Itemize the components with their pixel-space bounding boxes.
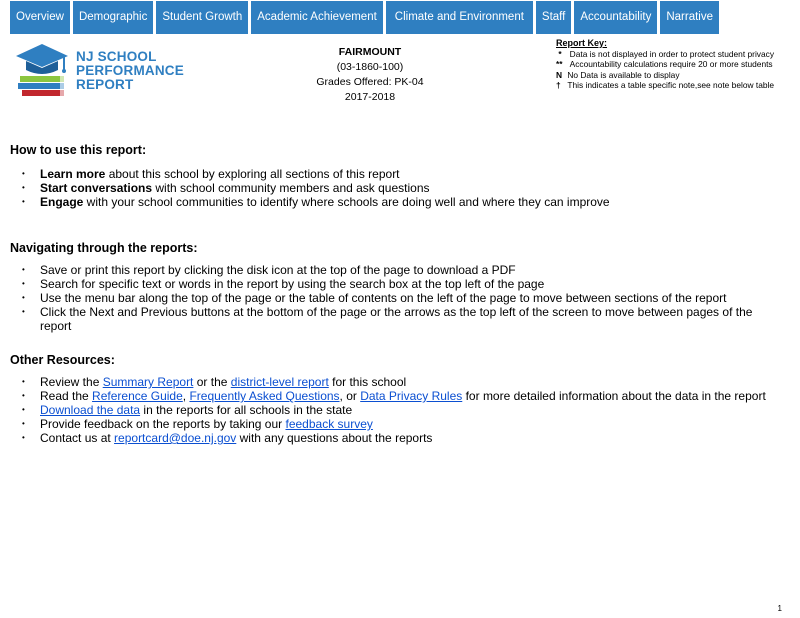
list-item: • Use the menu bar along the top of the page or the table of contents on the left of the page to move between sections of the report (22, 291, 774, 305)
school-name: FAIRMOUNT (338, 46, 402, 58)
list-item: • Engage with your school communities to identify where schools are doing well and where they can improve (22, 195, 782, 209)
nj-school-performance-logo (14, 40, 194, 100)
faq-link[interactable]: Frequently Asked Questions (189, 389, 340, 403)
feedback-survey-link[interactable]: feedback survey (285, 417, 373, 431)
tab-academic-achievement[interactable]: Academic Achievement (251, 1, 383, 34)
report-key-item: * Data is not displayed in order to protect student privacy (558, 48, 775, 59)
data-privacy-rules-link[interactable]: Data Privacy Rules (360, 389, 463, 403)
list-item: • Learn more about this school by exploring all sections of this report (22, 167, 782, 181)
tab-staff[interactable]: Staff (536, 1, 571, 34)
list-item: • Read the Reference Guide, Frequently Asked Questions, or Data Privacy Rules for more detailed information about the data in the report (22, 389, 792, 403)
graduation-cap-books-icon (14, 40, 74, 100)
how-to-use-list (22, 167, 782, 209)
list-item: • Review the Summary Report or the district-level report for this school (22, 375, 792, 389)
report-key-item: † This indicates a table specific note,see note below table (556, 80, 775, 91)
list-item: • Search for specific text or words in the report by using the search box at the top left of the page (22, 277, 774, 291)
report-key (556, 38, 774, 91)
page-number: 1 (777, 604, 782, 613)
tab-narrative[interactable]: Narrative (660, 1, 719, 34)
list-item: • Provide feedback on the reports by taking our feedback survey (22, 417, 792, 431)
report-key-title: Report Key: (556, 38, 608, 48)
grades-offered: Grades Offered: PK-04 (316, 76, 424, 88)
download-data-link[interactable]: Download the data (40, 403, 141, 417)
reference-guide-link[interactable]: Reference Guide (92, 389, 183, 403)
school-year: 2017-2018 (344, 91, 396, 103)
tab-overview[interactable]: Overview (10, 1, 70, 34)
list-item: • Start conversations with school community members and ask questions (22, 181, 782, 195)
list-item: • Contact us at reportcard@doe.nj.gov with any questions about the reports (22, 431, 792, 445)
school-header (300, 45, 440, 105)
contact-email-link[interactable]: reportcard@doe.nj.gov (114, 431, 237, 445)
tab-accountability[interactable]: Accountability (574, 1, 657, 34)
tab-climate-and-environment[interactable]: Climate and Environment (386, 1, 533, 34)
summary-report-link[interactable]: Summary Report (102, 375, 194, 389)
tab-student-growth[interactable]: Student Growth (156, 1, 248, 34)
report-key-item: ** Accountability calculations require 20 or more students (556, 59, 773, 70)
list-item: • Save or print this report by clicking the disk icon at the top of the page to download a PDF (22, 263, 774, 277)
navigating-list (22, 263, 774, 333)
logo-text: NJ SCHOOL PERFORMANCE REPORT (76, 49, 184, 92)
list-item: • Click the Next and Previous buttons at the bottom of the page or the arrows as the top left of the screen to move between pages of the report (22, 305, 774, 333)
navigating-heading: Navigating through the reports: (10, 241, 198, 255)
other-resources-heading: Other Resources: (10, 353, 115, 367)
district-level-report-link[interactable]: district-level report (230, 375, 329, 389)
report-key-item: N No Data is available to display (556, 69, 680, 80)
nav-tabs (10, 1, 719, 34)
how-to-use-heading: How to use this report: (10, 143, 147, 157)
list-item: • Download the data in the reports for all schools in the state (22, 403, 792, 417)
school-code: (03-1860-100) (336, 61, 404, 73)
other-resources-list (22, 375, 792, 445)
tab-demographic[interactable]: Demographic (73, 1, 153, 34)
